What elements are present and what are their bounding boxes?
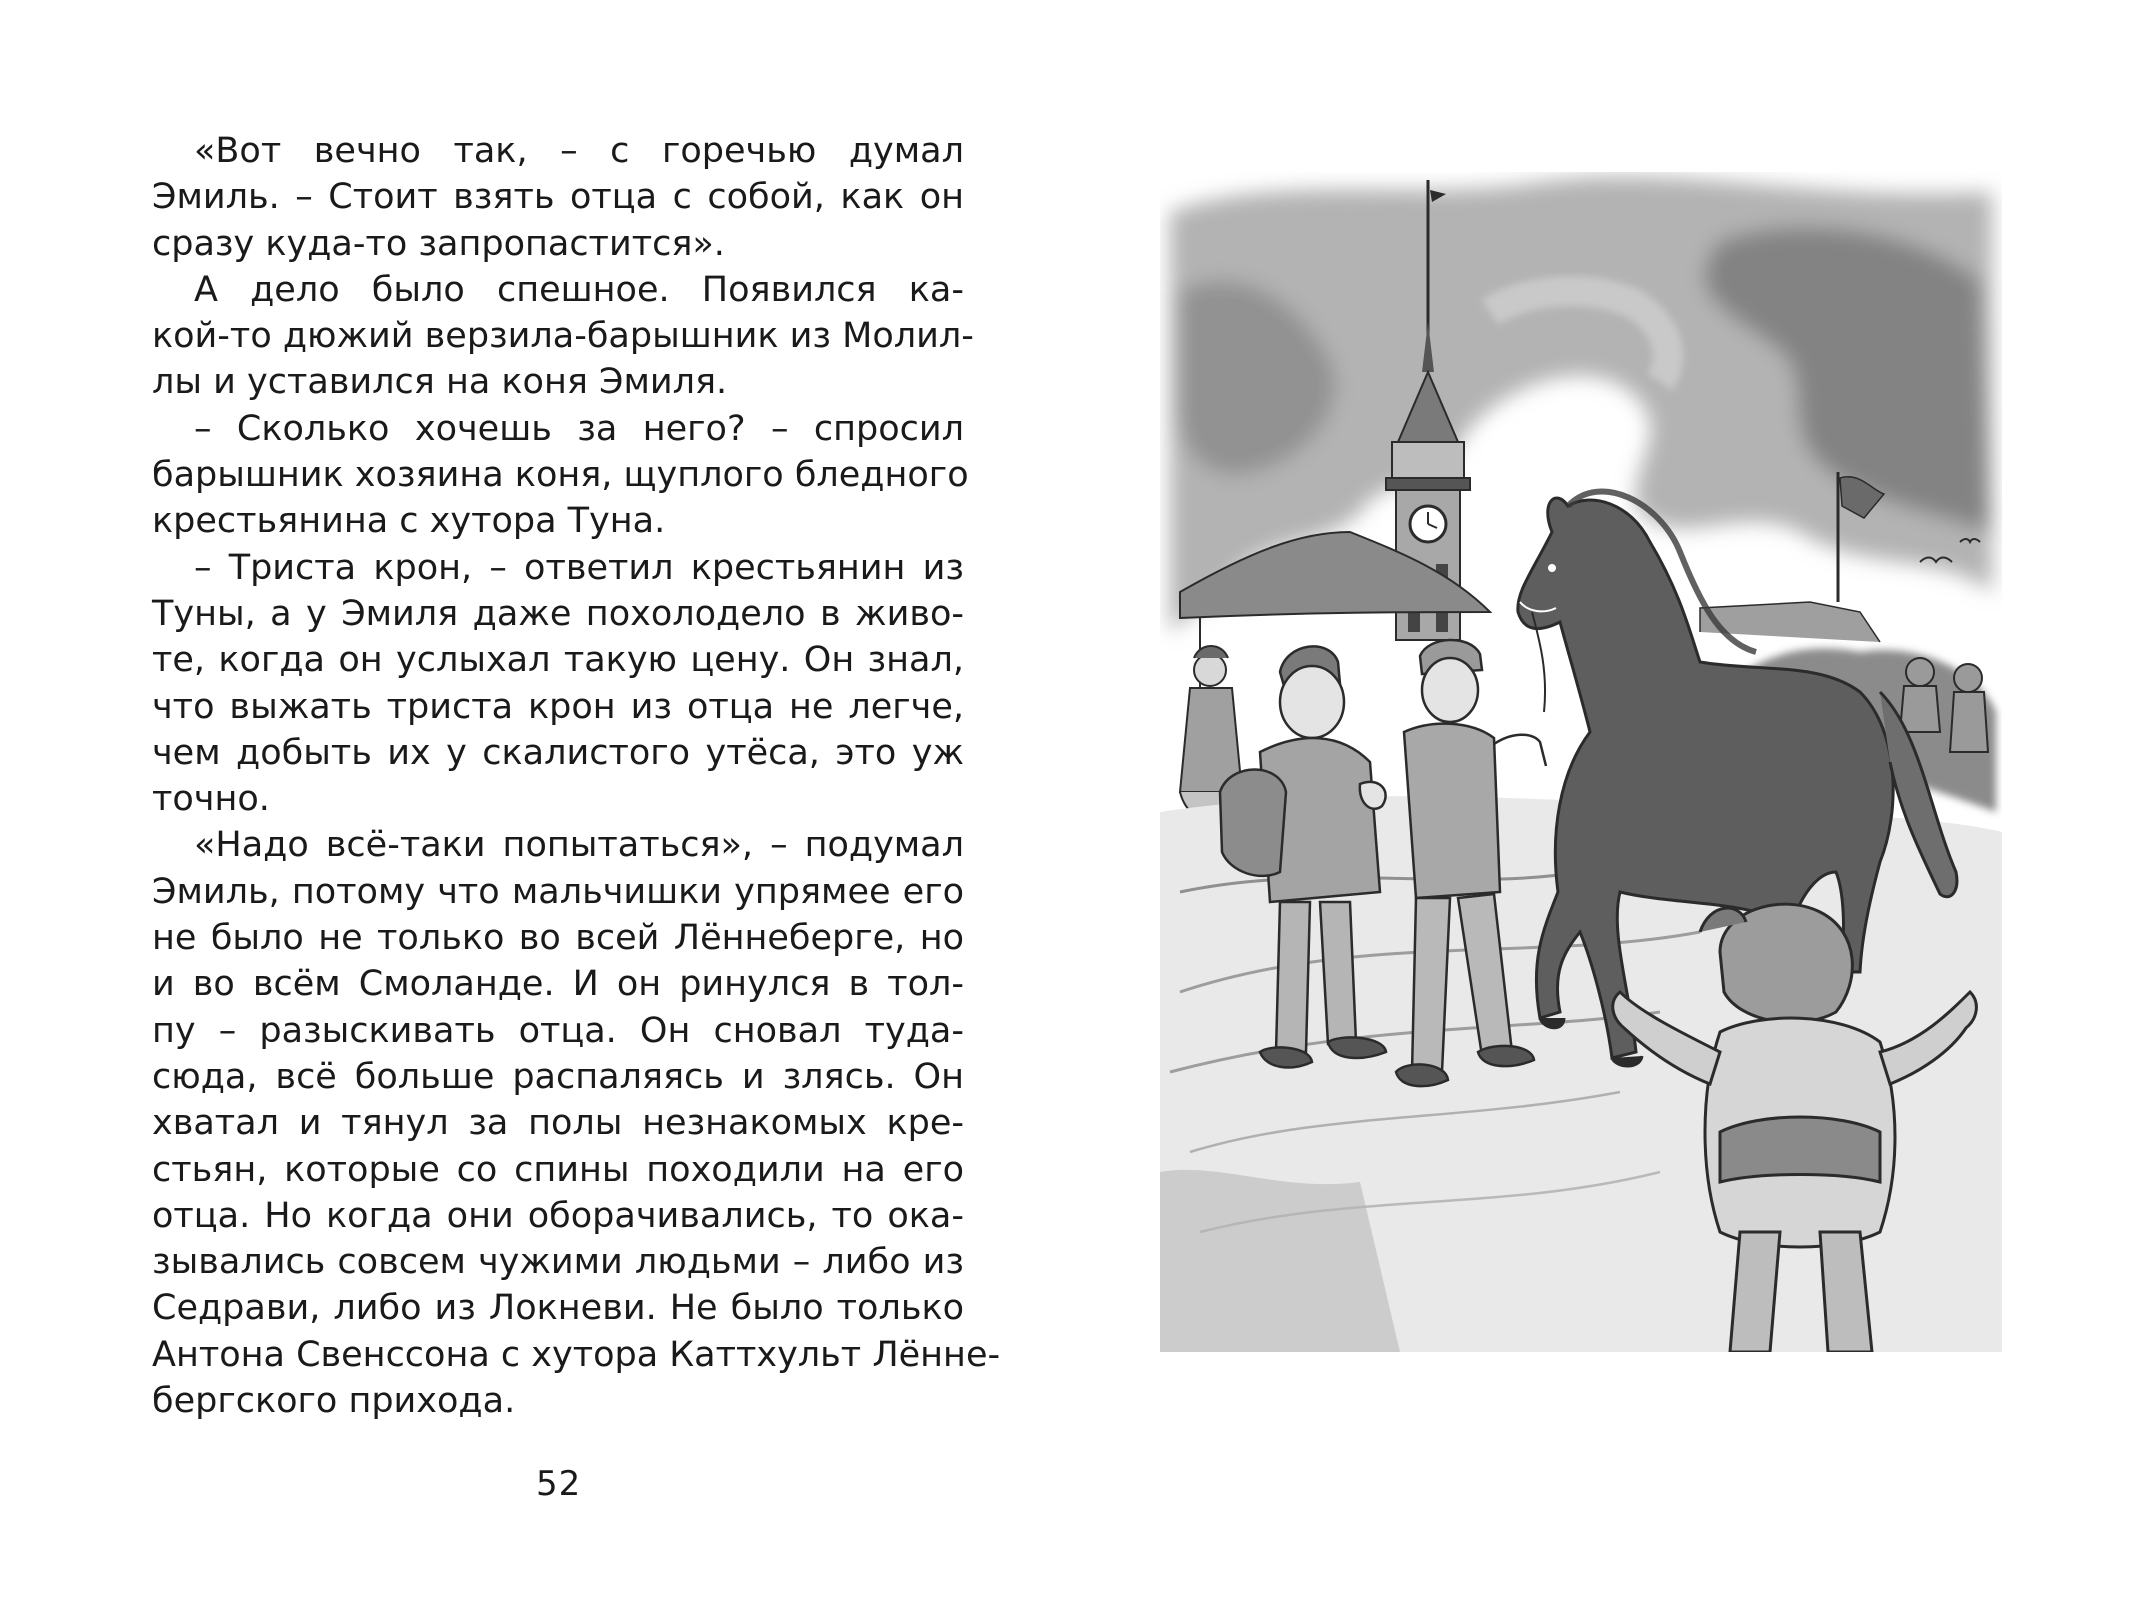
text-line: не было не только во всей Лённеберге, но [152, 918, 964, 959]
text-line: Седрави, либо из Локневи. Не было только [152, 1288, 964, 1329]
text-line: хватал и тянул за полы незнакомых кре- [152, 1103, 964, 1144]
text-line: – Сколько хочешь за него? – спросил [194, 408, 964, 449]
page-number: 52 [536, 1464, 582, 1504]
text-line: зывались совсем чужими людьми – либо из [152, 1242, 964, 1283]
page-text [152, 128, 1001, 1424]
text-line: Эмиль. – Стоит взять отца с собой, как он [152, 177, 964, 218]
text-line: лы и уставился на коня Эмиля. [152, 362, 728, 403]
text-line: «Надо всё-таки попытаться», – подумал [194, 825, 964, 866]
text-line: кой-то дюжий верзила-барышник из Молил- [152, 316, 974, 357]
text-line: стьян, которые со спины походили на его [152, 1149, 964, 1190]
text-line: сразу куда-то запропастится». [152, 223, 725, 264]
text-line: чем добыть их у скалистого утёса, это уж [152, 732, 964, 773]
text-line: бергского прихода. [152, 1381, 516, 1422]
text-line: Антона Свенссона с хутора Каттхульт Лённе- [152, 1334, 1001, 1375]
illustration-horse-market [1160, 172, 2002, 1352]
text-line: те, когда он услыхал такую цену. Он знал, [152, 640, 964, 681]
text-line: Эмиль, потому что мальчишки упрямее его [152, 871, 964, 912]
text-line: – Триста крон, – ответил крестьянин из [194, 547, 964, 588]
text-line: «Вот вечно так, – с горечью думал [194, 131, 964, 171]
text-line: Туны, а у Эмиля даже похолодело в живо- [152, 593, 964, 634]
text-line: А дело было спешное. Появился ка- [194, 269, 964, 310]
text-line: крестьянина с хутора Туна. [152, 501, 666, 542]
text-line: и во всём Смоланде. И он ринулся в тол- [152, 964, 964, 1005]
text-line: точно. [152, 779, 270, 820]
text-line: сюда, всё больше распаляясь и злясь. Он [152, 1056, 964, 1097]
text-line: барышник хозяина коня, щуплого бледного [152, 455, 969, 496]
text-line: пу – разыскивать отца. Он сновал туда- [152, 1010, 964, 1051]
text-line: что выжать триста крон из отца не легче, [152, 686, 964, 727]
text-line: отца. Но когда они оборачивались, то ока- [152, 1195, 964, 1236]
